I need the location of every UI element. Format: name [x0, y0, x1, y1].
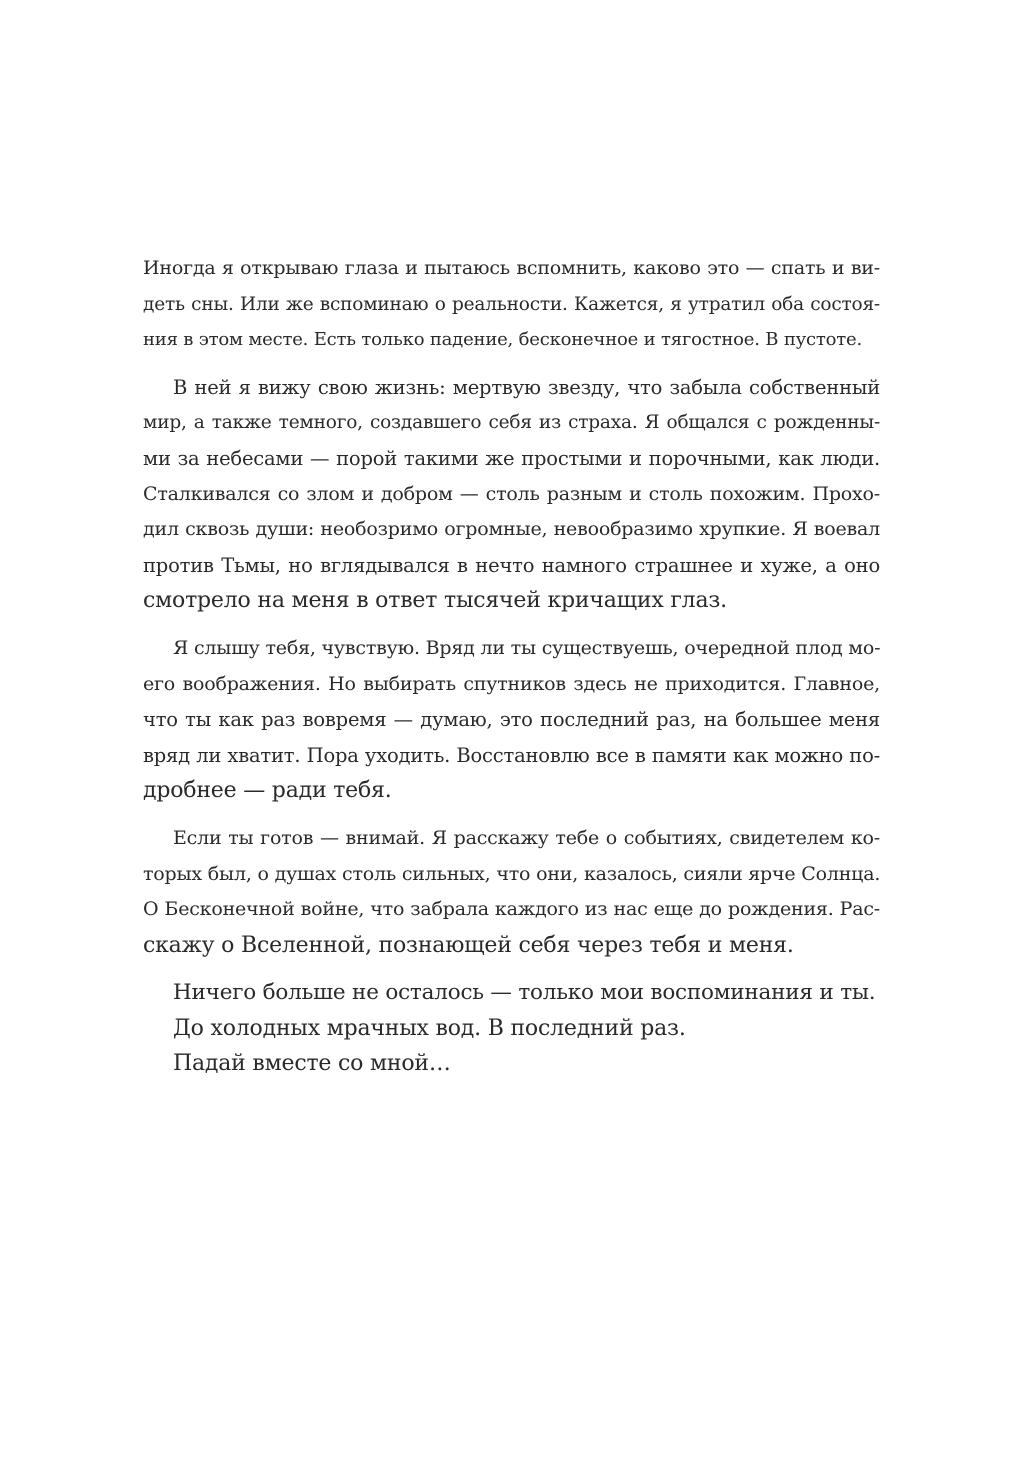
- text-line: ми за небесами — порой такими же простыми и порочными, как люди.: [143, 446, 880, 470]
- paragraph-gap: [143, 963, 880, 975]
- text-line: против Тьмы, но вглядывался в нечто намного страшнее и хуже, а оно: [143, 553, 880, 577]
- paragraph-gap: [143, 619, 880, 631]
- text-line: что ты как раз вовремя — думаю, это последний раз, на большее меня: [143, 708, 880, 732]
- text-line: дробнее — ради тебя.: [143, 778, 392, 804]
- text-line: торых был, о душах столь сильных, что они, казалось, сияли ярче Солнца.: [143, 862, 881, 885]
- text-line: вряд ли хватит. Пора уходить. Восстановлю все в памяти как можно по-: [143, 743, 880, 767]
- text-line: В ней я вижу свою жизнь: мертвую звезду, что забыла собственный: [173, 375, 880, 399]
- text-line: Сталкивался со злом и добром — столь разным и столь похожим. Прохо-: [143, 482, 880, 505]
- text-line: Я слышу тебя, чувствую. Вряд ли ты существуешь, очередной плод мо-: [173, 636, 881, 659]
- text-line: Если ты готов — внимай. Я расскажу тебе о событиях, свидетелем ко-: [173, 826, 880, 849]
- text-line: Ничего больше не осталось — только мои воспоминания и ты.: [173, 980, 876, 1006]
- paragraph-gap: [143, 358, 880, 370]
- paragraph-gap: [143, 809, 880, 821]
- body-text: [143, 251, 880, 1082]
- text-line: ния в этом месте. Есть только падение, бесконечное и тягостное. В пустоте.: [143, 329, 863, 351]
- text-line: дил сквозь души: необозримо огромные, невообразимо хрупкие. Я воевал: [143, 518, 880, 541]
- text-line: смотрело на меня в ответ тысячей кричащих глаз.: [143, 588, 727, 614]
- text-line: Иногда я открываю глаза и пытаюсь вспомнить, каково это — спать и ви-: [143, 257, 880, 279]
- text-line: мир, а также темного, создавшего себя из страха. Я общался с рожденны-: [143, 412, 880, 434]
- text-line: его воображения. Но выбирать спутников здесь не приходится. Главное,: [143, 672, 880, 695]
- text-line: До холодных мрачных вод. В последний раз.: [173, 1015, 686, 1041]
- text-line: Падай вместе со мной…: [173, 1051, 451, 1077]
- text-line: скажу о Вселенной, познающей себя через тебя и меня.: [143, 932, 794, 958]
- text-line: О Бесконечной войне, что забрала каждого из нас еще до рождения. Рас-: [143, 898, 880, 921]
- text-line: деть сны. Или же вспоминаю о реальности. Кажется, я утратил оба состоя-: [143, 293, 880, 315]
